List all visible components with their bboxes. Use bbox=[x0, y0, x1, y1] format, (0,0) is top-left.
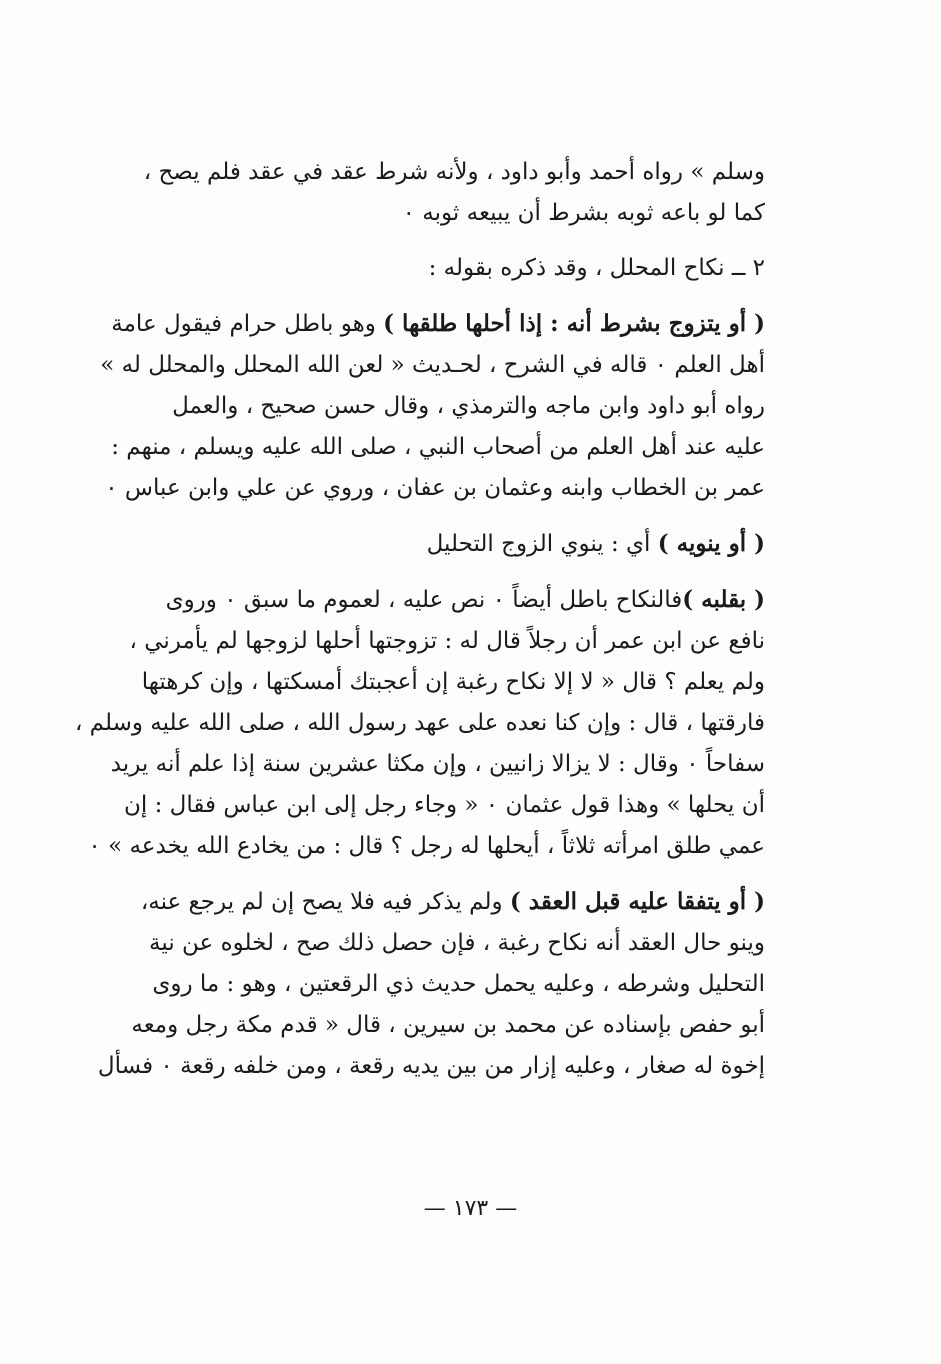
text-line bbox=[131, 1005, 765, 1046]
line-text: سفاحاً ٠ وقال : لا يزالا زانيين ، وإن مكثا عشرين سنة إذا علم أنه يريد bbox=[110, 751, 765, 777]
text-line bbox=[111, 303, 765, 345]
line-text: كما لو باعه ثوبه بشرط أن يبيعه ثوبه ٠ bbox=[402, 200, 765, 226]
text-line bbox=[140, 881, 765, 923]
line-text: وينو حال العقد أنه نكاح رغبة ، فإن حصل ذلك صح ، لخلوه عن نية bbox=[149, 930, 765, 956]
line-text: ولم يعلم ؟ قال « لا إلا نكاح رغبة إن أعجبتك أمسكتها ، وإن كرهتها bbox=[141, 669, 765, 695]
line-text: عمي طلق امرأته ثلاثاً ، أيحلها له رجل ؟ قال : من يخادع الله يخدعه » ٠ bbox=[88, 833, 765, 859]
text-line bbox=[143, 152, 765, 193]
paragraph-gap bbox=[205, 565, 765, 579]
line-text: عمر بن الخطاب وابنه وعثمان بن عفان ، وروي عن علي وابن عباس ٠ bbox=[105, 475, 765, 501]
line-text: فارقتها ، قال : وإن كنا نعده على عهد رسول الله ، صلى الله عليه وسلم ، bbox=[74, 710, 765, 736]
text-line bbox=[111, 427, 765, 468]
line-text: أهل العلم ٠ قاله في الشرح ، لحـديث « لعن الله المحلل والمحلل له » bbox=[100, 352, 765, 378]
line-text: أن يحلها » وهذا قول عثمان ٠ « وجاء رجل إلى ابن عباس فقال : إن bbox=[124, 792, 765, 818]
text-line bbox=[129, 621, 765, 662]
bold-lemma: ( بقلبه ) bbox=[682, 586, 765, 613]
text-line bbox=[110, 744, 765, 785]
paragraph bbox=[97, 881, 765, 1087]
line-text: عليه عند أهل العلم من أصحاب النبي ، صلى الله عليه ويسلم ، منهم : bbox=[111, 434, 765, 460]
paragraph-gap bbox=[205, 509, 765, 523]
line-text: وهو باطل حرام فيقول عامة bbox=[111, 311, 384, 337]
line-text: إخوة له صغار ، وعليه إزار من بين يديه رقعة ، ومن خلفه رقعة ٠ فسأل bbox=[97, 1053, 765, 1079]
page-number: — ١٧٣ — bbox=[423, 1196, 518, 1221]
text-line bbox=[97, 1046, 765, 1087]
paragraph bbox=[205, 523, 765, 565]
body-text bbox=[74, 152, 765, 1087]
text-line bbox=[165, 579, 765, 621]
line-text: ولم يذكر فيه فلا يصح إن لم يرجع عنه، bbox=[140, 889, 510, 915]
bold-lemma: ( أو ينويه ) bbox=[657, 530, 765, 557]
line-text: ٢ ــ نكاح المحلل ، وقد ذكره بقوله : bbox=[428, 255, 765, 281]
text-line bbox=[105, 468, 765, 509]
line-text: نافع عن ابن عمر أن رجلاً قال له : تزوجتها أحلها لزوجها لم يأمرني ، bbox=[129, 628, 765, 654]
text-line bbox=[74, 703, 765, 744]
paragraph bbox=[100, 303, 765, 509]
text-line bbox=[205, 193, 765, 234]
line-text: أي : ينوي الزوج التحليل bbox=[426, 531, 658, 557]
text-line bbox=[88, 826, 765, 867]
paragraph-gap bbox=[205, 289, 765, 303]
text-line bbox=[152, 964, 765, 1005]
paragraph bbox=[205, 248, 765, 289]
line-text: رواه أبو داود وابن ماجه والترمذي ، وقال حسن صحيح ، والعمل bbox=[172, 393, 765, 419]
text-line bbox=[100, 345, 765, 386]
paragraph-gap bbox=[205, 867, 765, 881]
text-line bbox=[205, 523, 765, 565]
paragraph bbox=[143, 152, 765, 234]
paragraph bbox=[74, 579, 765, 867]
text-line bbox=[141, 662, 765, 703]
text-line bbox=[172, 386, 765, 427]
paragraph-gap bbox=[205, 234, 765, 248]
line-text: وسلم » رواه أحمد وأبو داود ، ولأنه شرط عقد في عقد فلم يصح ، bbox=[143, 159, 765, 185]
line-text: أبو حفص بإسناده عن محمد بن سيرين ، قال « قدم مكة رجل ومعه bbox=[131, 1012, 765, 1038]
bold-lemma: ( أو يتزوج بشرط أنه : إذا أحلها طلقها ) bbox=[383, 310, 765, 337]
text-line bbox=[149, 923, 765, 964]
line-text: فالنكاح باطل أيضاً ٠ نص عليه ، لعموم ما سبق ٠ وروى bbox=[165, 587, 683, 613]
bold-lemma: ( أو يتفقا عليه قبل العقد ) bbox=[509, 888, 765, 915]
text-line bbox=[124, 785, 765, 826]
text-line bbox=[205, 248, 765, 289]
line-text: التحليل وشرطه ، وعليه يحمل حديث ذي الرقعتين ، وهو : ما روى bbox=[152, 971, 765, 997]
